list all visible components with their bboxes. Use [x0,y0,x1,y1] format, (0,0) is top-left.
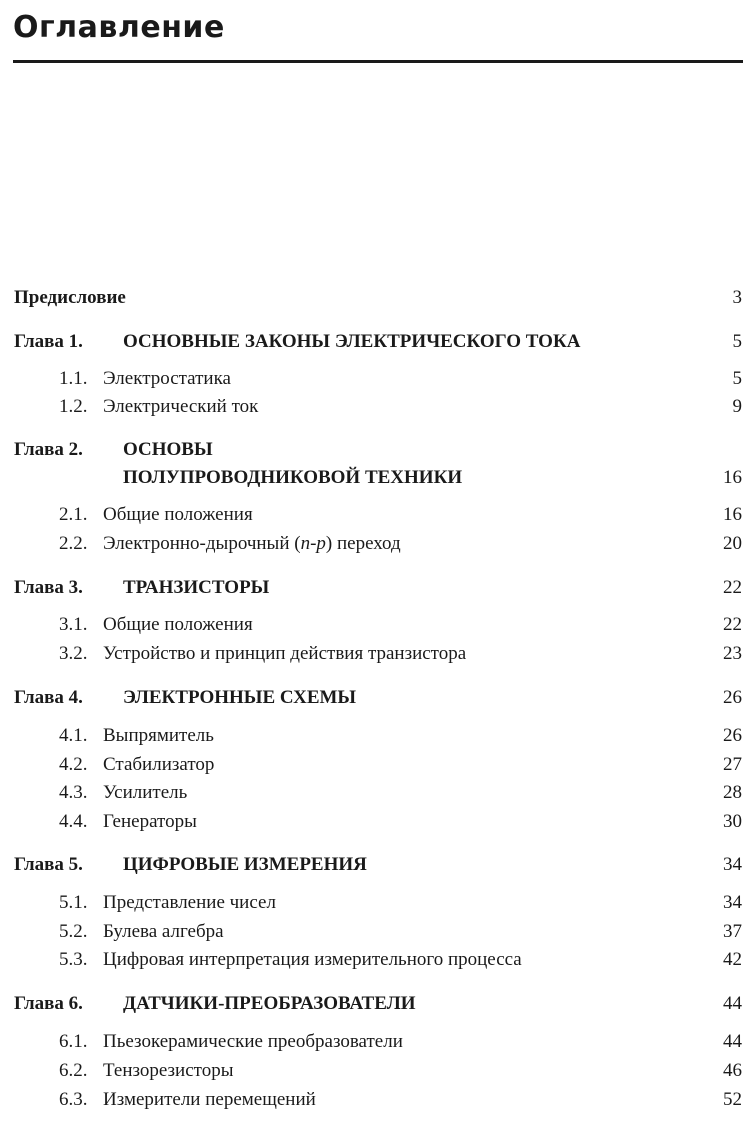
toc-entry-title: Предисловие [14,287,126,308]
toc-chapter-5[interactable] [14,853,742,877]
section-number: 2.2. [59,533,88,554]
toc-section-4-1[interactable] [59,724,742,748]
chapter-title-line2: ПОЛУПРОВОДНИКОВОЙ ТЕХНИКИ [123,467,463,488]
section-number: 3.1. [59,614,88,635]
section-number: 4.4. [59,811,88,832]
toc-section-2-2[interactable] [59,532,742,556]
section-page: 26 [723,725,742,746]
chapter-title: ОСНОВНЫЕ ЗАКОНЫ ЭЛЕКТРИЧЕСКОГО ТОКА [123,331,581,352]
section-number: 5.2. [59,921,88,942]
chapter-page: 16 [723,467,742,488]
chapter-page: 44 [723,993,742,1014]
toc-chapter-6[interactable] [14,992,742,1016]
section-title: Генераторы [103,811,197,832]
chapter-title: ЦИФРОВЫЕ ИЗМЕРЕНИЯ [123,854,367,875]
section-number: 3.2. [59,643,88,664]
section-title-italic: n-p [300,533,326,554]
section-title: Стабилизатор [103,754,215,775]
section-title [103,532,409,556]
section-page: 9 [732,396,742,417]
chapter-title: ТРАНЗИСТОРЫ [123,577,270,598]
chapter-label: Глава 2. [14,439,83,460]
section-title: Электростатика [103,368,231,389]
section-page: 44 [723,1031,742,1052]
toc-entry-page: 3 [732,287,742,308]
section-title: Пьезокерамические преобразователи [103,1031,403,1052]
toc-section-4-2[interactable] [59,753,742,777]
chapter-page: 26 [723,687,742,708]
section-page: 46 [723,1060,742,1081]
section-title: Тензорезисторы [103,1060,234,1081]
section-page: 52 [723,1089,742,1110]
section-number: 1.2. [59,396,88,417]
section-page: 22 [723,614,742,635]
section-page: 5 [732,368,742,389]
toc-section-5-3[interactable] [59,948,742,972]
toc-section-6-2[interactable] [59,1059,742,1083]
chapter-title: ЭЛЕКТРОННЫЕ СХЕМЫ [123,687,357,708]
section-page: 27 [723,754,742,775]
toc-section-4-3[interactable] [59,781,742,805]
section-number: 6.1. [59,1031,88,1052]
toc-section-4-4[interactable] [59,810,742,834]
section-title-part: ) переход [325,533,401,554]
section-number: 2.1. [59,504,88,525]
section-page: 28 [723,782,742,803]
toc-section-2-1[interactable] [59,503,742,527]
section-title: Представление чисел [103,892,276,913]
toc-chapter-1[interactable] [14,330,742,354]
section-page: 16 [723,504,742,525]
section-page: 20 [723,533,742,554]
section-page: 42 [723,949,742,970]
section-title: Цифровая интерпретация измерительного процесса [103,949,522,970]
section-number: 4.1. [59,725,88,746]
toc-entry-preface[interactable] [14,286,742,310]
toc-chapter-4[interactable] [14,686,742,710]
section-number: 4.2. [59,754,88,775]
section-number: 1.1. [59,368,88,389]
toc-section-3-2[interactable] [59,642,742,666]
chapter-label: Глава 1. [14,331,83,352]
section-title: Общие положения [103,504,253,525]
toc-chapter-2-line1[interactable] [14,438,213,462]
toc-section-1-1[interactable] [59,367,742,391]
toc-section-3-1[interactable] [59,613,742,637]
toc-section-1-2[interactable] [59,395,742,419]
toc-section-5-1[interactable] [59,891,742,915]
chapter-page: 5 [732,331,742,352]
toc-section-5-2[interactable] [59,920,742,944]
page-heading: Оглавление [13,10,225,45]
section-page: 37 [723,921,742,942]
section-number: 6.2. [59,1060,88,1081]
section-title: Общие положения [103,614,253,635]
section-title: Выпрямитель [103,725,214,746]
section-title: Булева алгебра [103,921,224,942]
chapter-title-line1: ОСНОВЫ [123,439,213,460]
chapter-label: Глава 4. [14,687,83,708]
chapter-label: Глава 3. [14,577,83,598]
section-page: 30 [723,811,742,832]
section-number: 4.3. [59,782,88,803]
chapter-label: Глава 5. [14,854,83,875]
toc-chapter-3[interactable] [14,576,742,600]
section-number: 5.1. [59,892,88,913]
section-number: 6.3. [59,1089,88,1110]
section-title-part: Электронно-дырочный ( [103,533,301,554]
chapter-page: 34 [723,854,742,875]
toc-chapter-2[interactable] [123,466,742,490]
toc-section-6-1[interactable] [59,1030,742,1054]
toc-section-6-3[interactable] [59,1088,742,1112]
chapter-label: Глава 6. [14,993,83,1014]
section-title: Измерители перемещений [103,1089,316,1110]
chapter-title: ДАТЧИКИ-ПРЕОБРАЗОВАТЕЛИ [123,993,416,1014]
section-number: 5.3. [59,949,88,970]
section-page: 23 [723,643,742,664]
section-page: 34 [723,892,742,913]
section-title: Электрический ток [103,396,259,417]
chapter-page: 22 [723,577,742,598]
section-title: Устройство и принцип действия транзистора [103,643,467,664]
section-title: Усилитель [103,782,188,803]
